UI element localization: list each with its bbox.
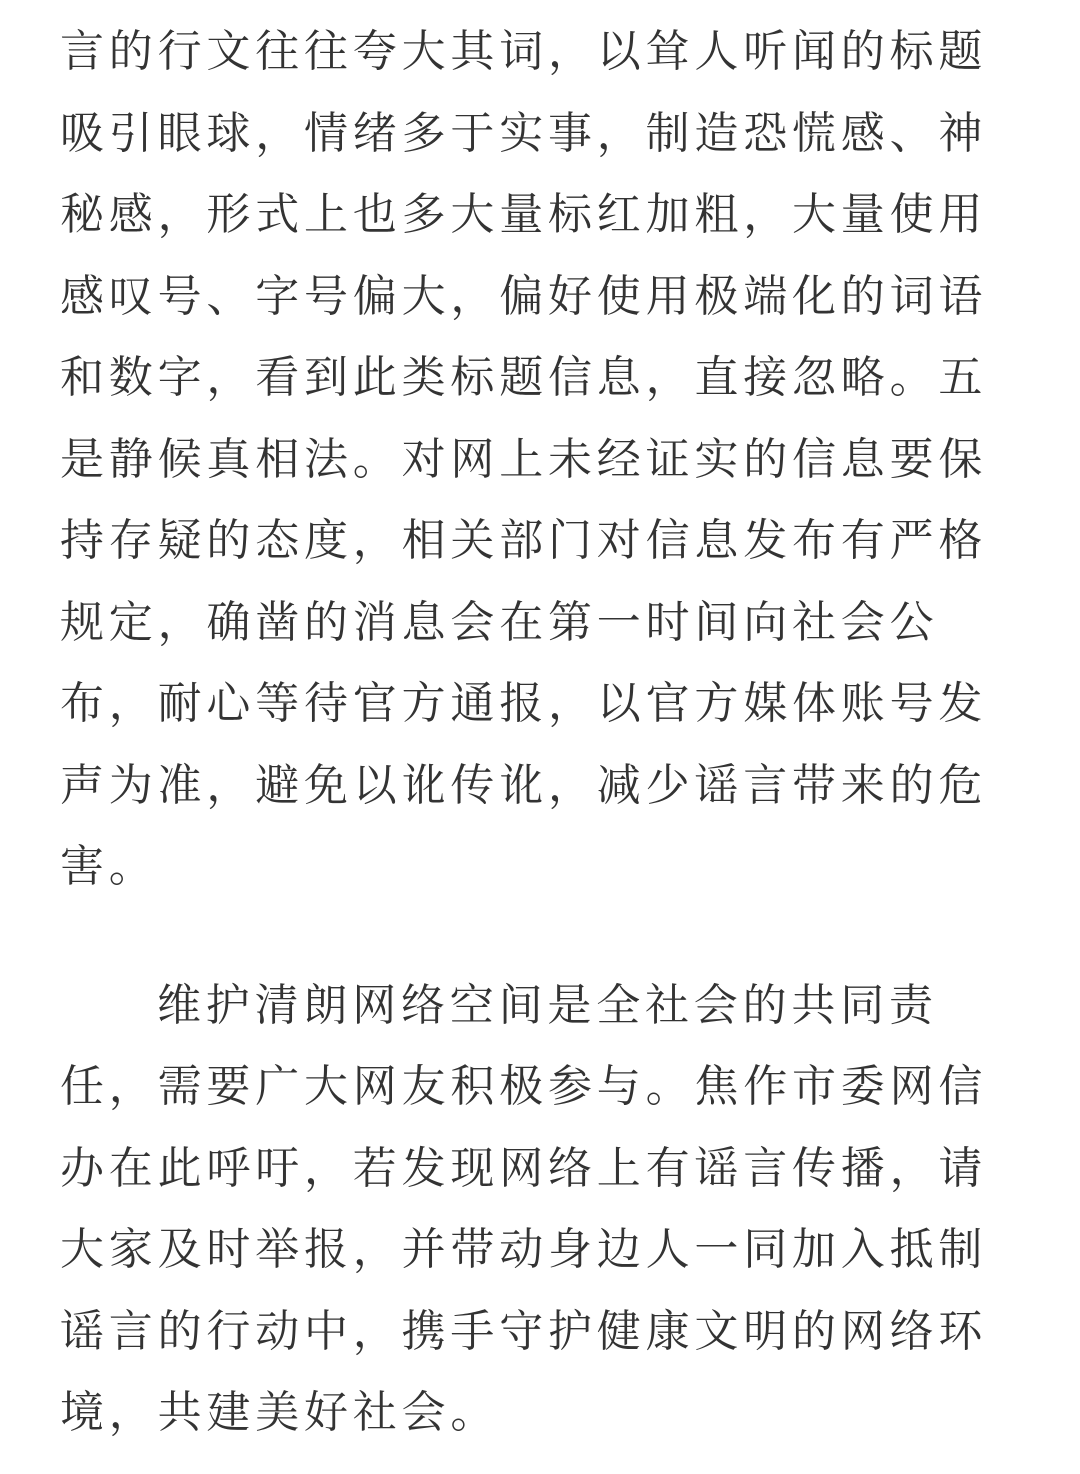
text-line: 秘感，形式上也多大量标红加粗，大量使用 [60,189,988,240]
text-line: 规定，确凿的消息会在第一时间向社会公 [60,596,939,648]
paragraph-1 [60,11,1022,908]
text-line: 布，耐心等待官方通报，以官方媒体账号发 [60,678,988,729]
text-line: 和数字，看到此类标题信息，直接忽略。五 [60,352,988,403]
text-line: 任，需要广大网友积极参与。焦作市委网信 [60,1061,988,1112]
text-line: 言的行文往往夸大其词，以耸人听闻的标题 [60,26,988,77]
text-line: 境，共建美好社会。 [60,1387,500,1438]
text-line: 大家及时举报，并带动身边人一同加入抵制 [60,1224,988,1275]
text-line: 感叹号、字号偏大，偏好使用极端化的词语 [60,270,988,322]
text-line: 声为准，避免以讹传讹，减少谣言带来的危 [60,759,988,811]
text-line: 是静候真相法。对网上未经证实的信息要保 [60,433,988,485]
text-line: 办在此呼吁，若发现网络上有谣言传播，请 [60,1142,988,1194]
text-line: 持存疑的态度，相关部门对信息发布有严格 [60,515,988,566]
article-body [60,0,1022,1454]
text-line: 吸引眼球，情绪多于实事，制造恐慌感、神 [60,107,988,159]
paragraph-2 [60,965,1022,1454]
text-line: 谣言的行动中，携手守护健康文明的网络环 [60,1305,988,1357]
text-line: 维护清朗网络空间是全社会的共同责 [157,979,938,1031]
text-line: 害。 [60,841,158,892]
